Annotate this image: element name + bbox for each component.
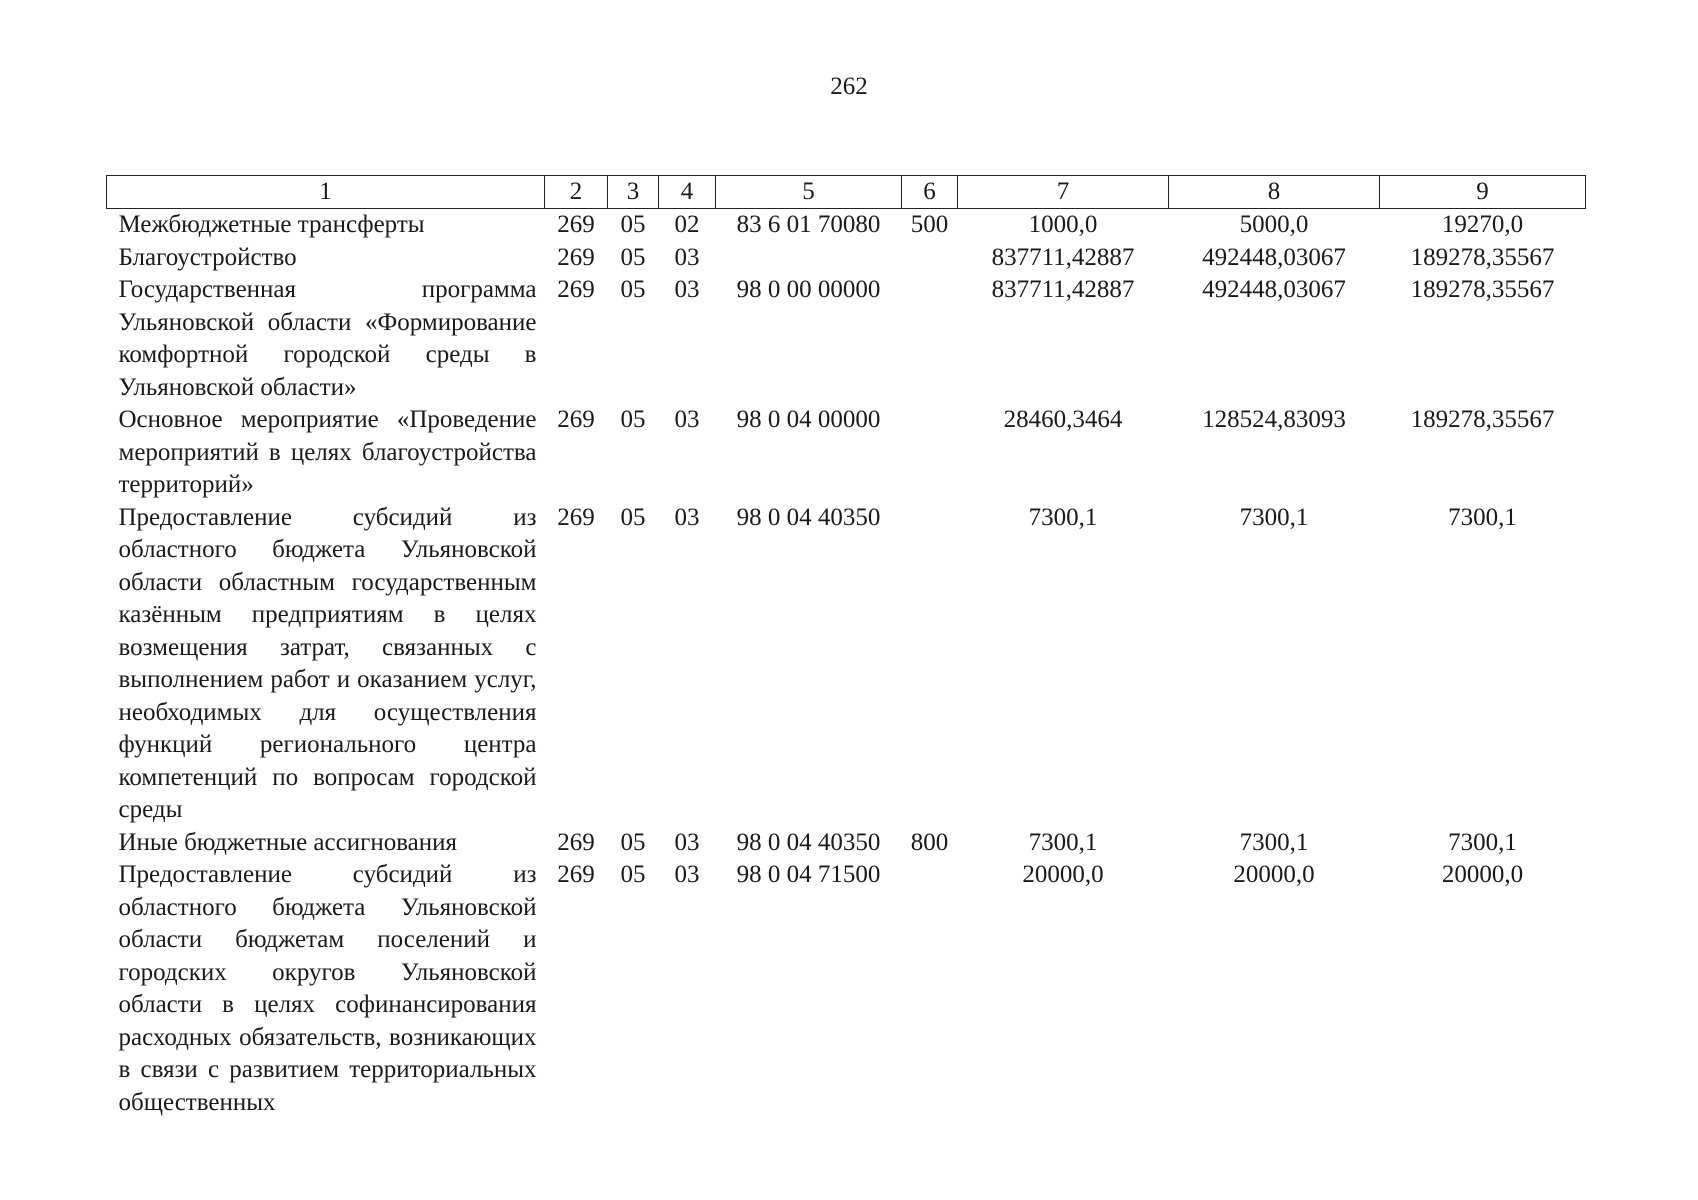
cell-col-5: 98 0 04 40350 [736, 503, 881, 531]
cell-col-4: 03 [674, 503, 700, 531]
cell-col-3: 05 [620, 861, 646, 888]
cell-col-5: 98 0 04 00000 [736, 406, 881, 433]
cell-col-3: 05 [620, 503, 646, 531]
cell-col-5: 98 0 04 40350 [736, 828, 881, 856]
row-name: Предоставление субсидий из областного бюджета Ульяновской области областным государственным казённым предприятиям в целях возмещения затрат, связанных с выполнением работ и оказанием услуг, необходимых для осуществления функций регионального центра компетенций по вопросам городской среды [118, 503, 537, 823]
cell-col-3: 05 [620, 211, 646, 238]
cell-col-9: 7300,1 [1448, 503, 1517, 531]
cell-col-3: 05 [620, 243, 646, 271]
column-header: 6 [902, 176, 958, 209]
cell-col-9: 19270,0 [1441, 211, 1524, 238]
cell-col-2: 269 [557, 828, 595, 856]
cell-col-8: 7300,1 [1239, 828, 1309, 856]
cell-col-6 [902, 242, 958, 275]
page-number: 262 [830, 73, 868, 100]
cell-col-2: 269 [557, 276, 595, 303]
column-header: 9 [1380, 176, 1586, 209]
column-header: 1 [107, 176, 545, 209]
table-row [107, 274, 1586, 404]
cell-col-7: 7300,1 [1028, 828, 1098, 856]
table-row [107, 209, 1586, 242]
cell-col-6 [902, 404, 958, 502]
cell-col-8: 5000,0 [1239, 211, 1309, 238]
column-header: 2 [545, 176, 608, 209]
cell-col-2: 269 [557, 861, 595, 888]
row-name: Иные бюджетные ассигнования [118, 828, 458, 856]
cell-col-4: 03 [674, 406, 700, 433]
cell-col-8: 492448,03067 [1202, 276, 1346, 303]
cell-col-3: 05 [620, 828, 646, 856]
cell-col-2: 269 [557, 406, 595, 433]
row-name: Межбюджетные трансферты [118, 211, 425, 238]
table-header-row [107, 176, 1586, 209]
cell-col-8: 20000,0 [1233, 861, 1315, 888]
cell-col-8: 7300,1 [1239, 503, 1309, 531]
cell-col-4: 02 [674, 211, 700, 238]
cell-col-2: 269 [557, 243, 595, 271]
cell-col-4: 03 [674, 276, 700, 303]
cell-col-2: 269 [557, 503, 595, 531]
cell-col-7: 837711,42887 [991, 276, 1135, 303]
row-name: Предоставление субсидий из областного бюджета Ульяновской области бюджетам поселений и городских округов Ульяновской области в целях софинансирования расходных обязательств, возникающих в связи с развитием территориальных общественных [118, 861, 537, 1116]
cell-col-7: 28460,3464 [1003, 406, 1123, 433]
row-name: Благоустройство [118, 243, 297, 271]
row-name: Государственная программа Ульяновской области «Формирование комфортной городской среды в Ульяновской области» [118, 276, 537, 401]
cell-col-9: 20000,0 [1441, 861, 1524, 888]
table-row [107, 827, 1586, 860]
column-header: 4 [659, 176, 716, 209]
cell-col-2: 269 [557, 211, 595, 238]
cell-col-9: 189278,35567 [1410, 276, 1555, 303]
cell-col-5: 98 0 04 71500 [736, 861, 881, 888]
table-row [107, 859, 1586, 1119]
cell-col-6 [902, 274, 958, 404]
table-row [107, 404, 1586, 502]
table-row [107, 242, 1586, 275]
cell-col-6: 500 [910, 211, 949, 238]
cell-col-6 [902, 502, 958, 827]
column-header: 8 [1169, 176, 1380, 209]
cell-col-4: 03 [674, 861, 700, 888]
cell-col-8: 492448,03067 [1202, 243, 1346, 271]
row-name: Основное мероприятие «Проведение мероприятий в целях благоустройства территорий» [118, 406, 537, 498]
cell-col-5 [716, 242, 902, 275]
cell-col-6 [902, 859, 958, 1119]
cell-col-3: 05 [620, 276, 646, 303]
budget-table [106, 175, 1586, 1119]
cell-col-4: 03 [674, 243, 700, 271]
cell-col-9: 189278,35567 [1410, 243, 1555, 271]
column-header: 3 [608, 176, 659, 209]
cell-col-7: 1000,0 [1028, 211, 1098, 238]
cell-col-9: 7300,1 [1448, 828, 1517, 856]
column-header: 7 [958, 176, 1169, 209]
cell-col-7: 20000,0 [1022, 861, 1104, 888]
table-row [107, 502, 1586, 827]
column-header: 5 [716, 176, 902, 209]
cell-col-5: 83 6 01 70080 [736, 211, 881, 238]
cell-col-9: 189278,35567 [1410, 406, 1555, 433]
cell-col-8: 128524,83093 [1202, 406, 1346, 433]
cell-col-6: 800 [910, 828, 949, 856]
cell-col-3: 05 [620, 406, 646, 433]
cell-col-4: 03 [674, 828, 700, 856]
cell-col-7: 7300,1 [1028, 503, 1098, 531]
cell-col-5: 98 0 00 00000 [736, 276, 881, 303]
cell-col-7: 837711,42887 [991, 243, 1135, 271]
